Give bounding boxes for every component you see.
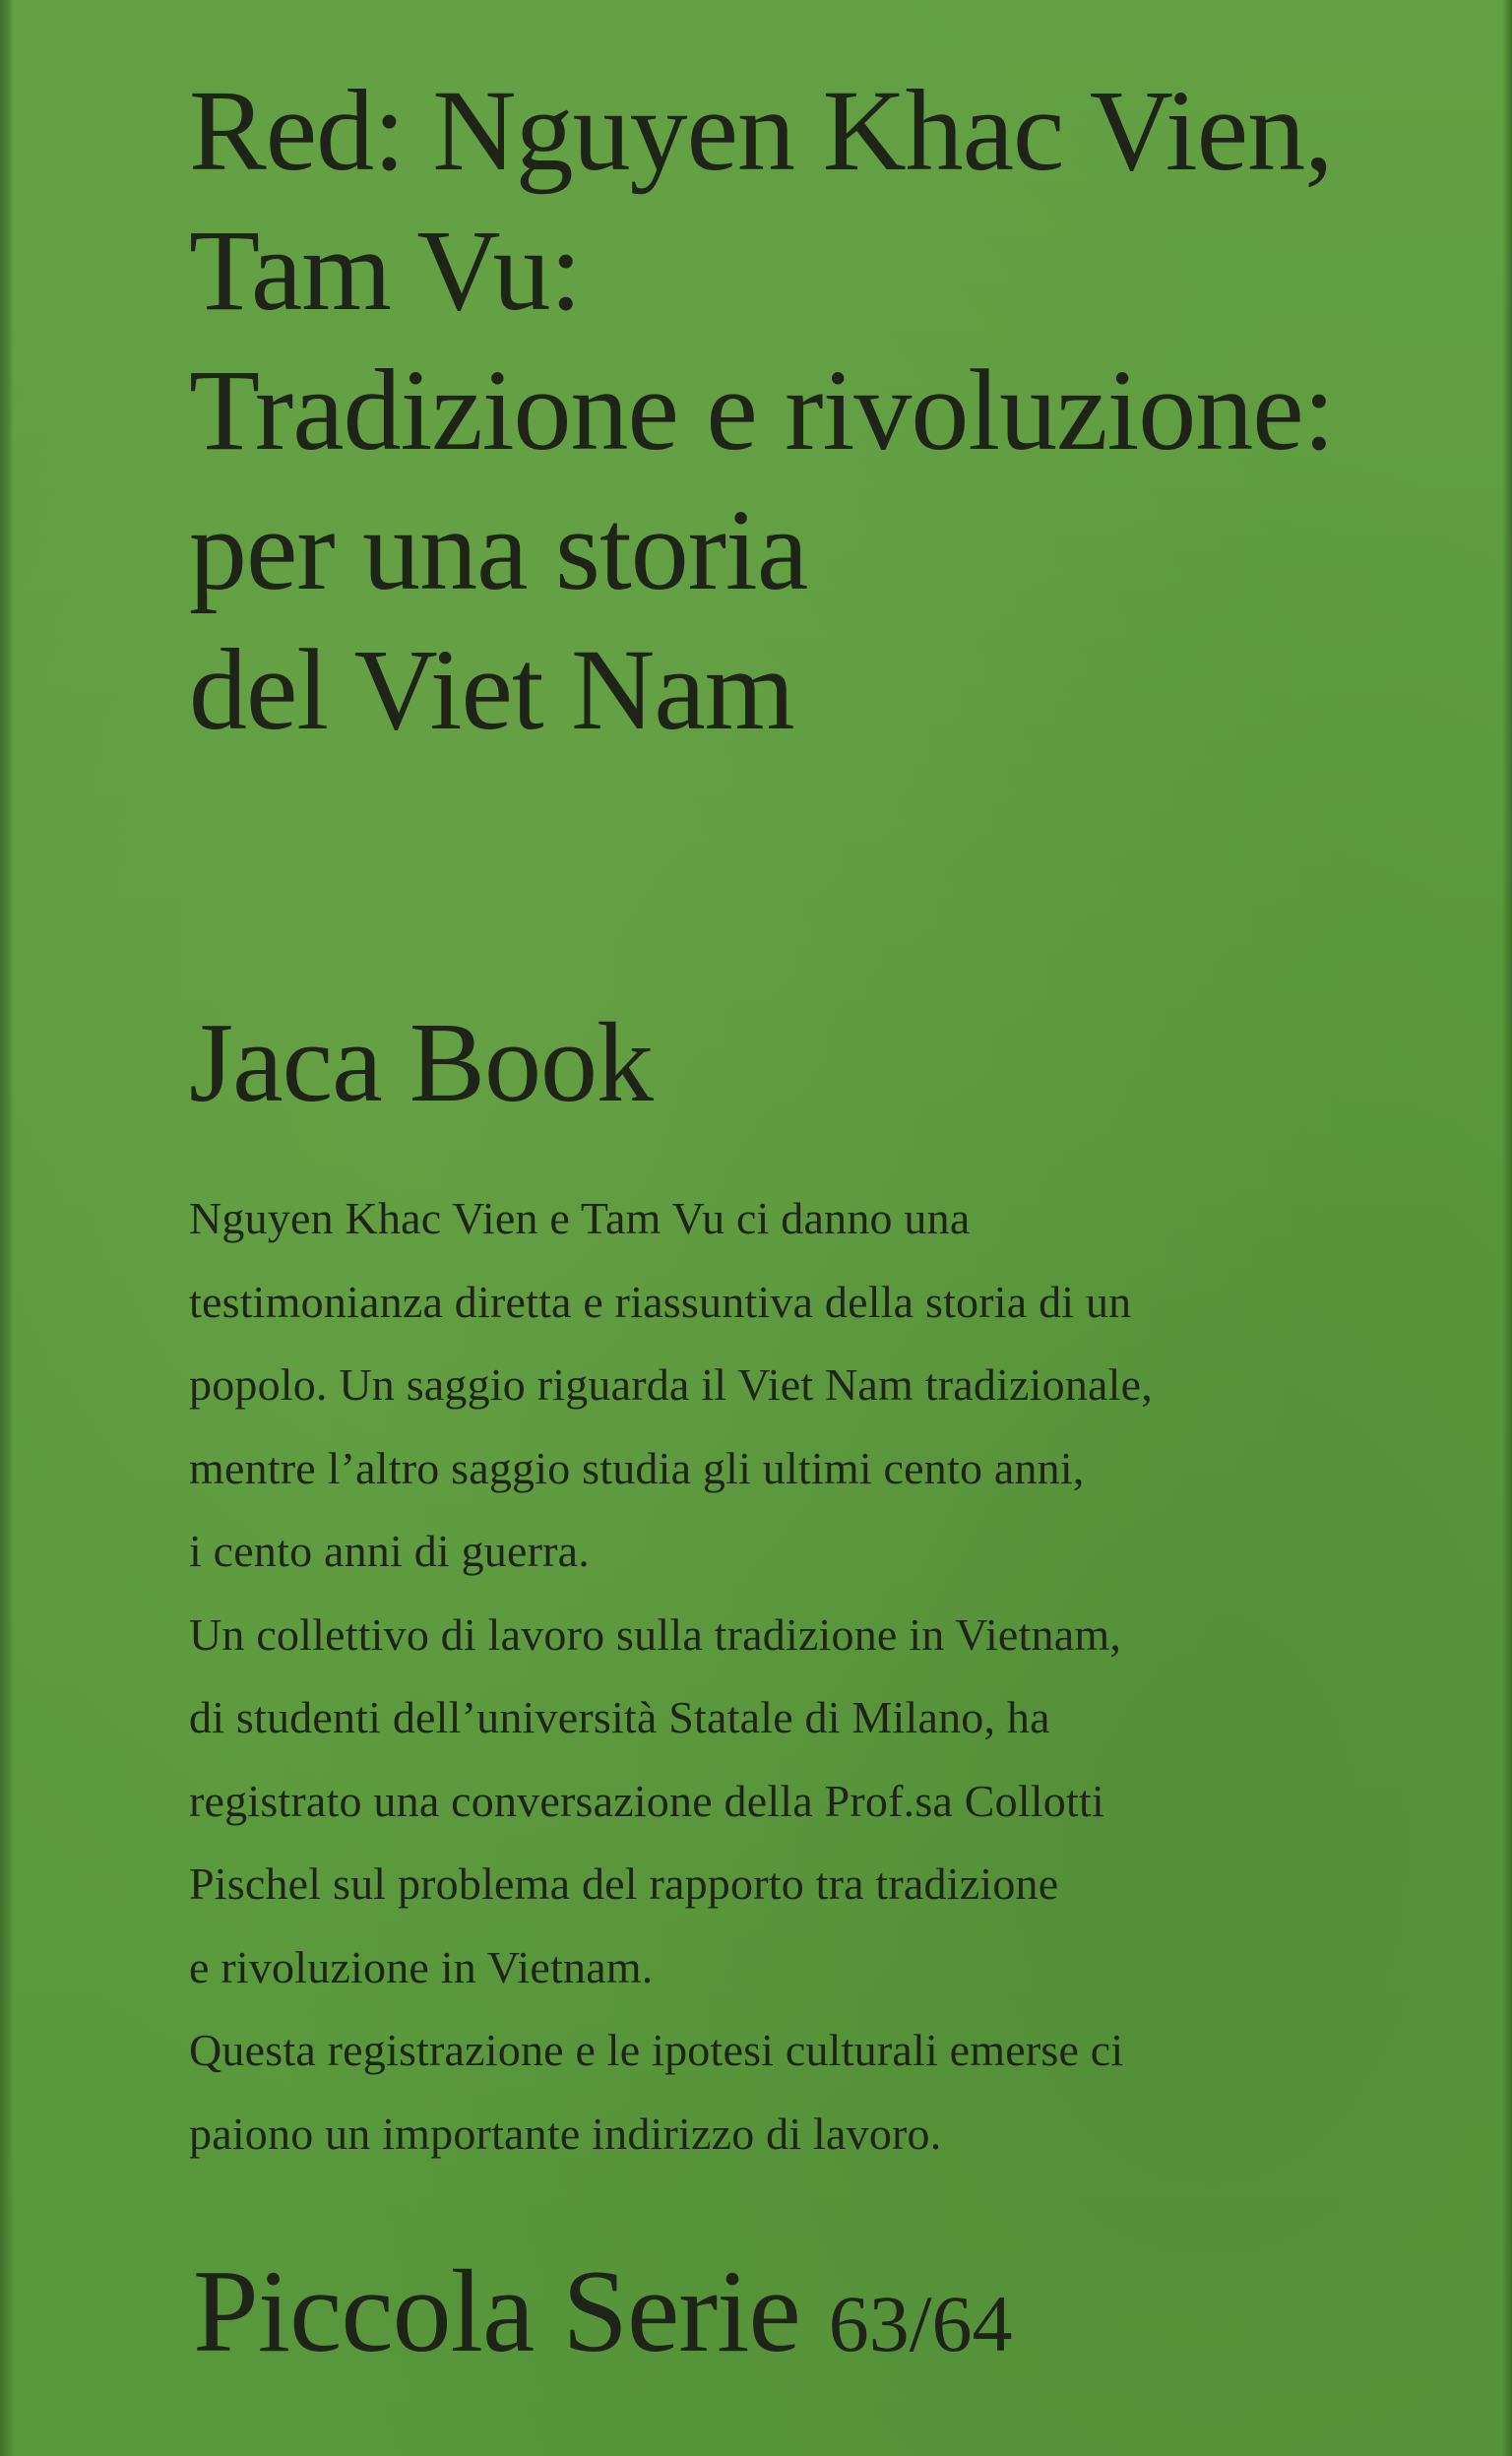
book-title bbox=[189, 61, 1469, 760]
blurb bbox=[189, 1177, 1351, 2175]
publisher-name: Jaca Book bbox=[189, 1000, 653, 1126]
blurb-line: Nguyen Khac Vien e Tam Vu ci danno una bbox=[189, 1193, 971, 1243]
cover-right-edge bbox=[1502, 0, 1512, 2456]
blurb-line: i cento anni di guerra. bbox=[189, 1526, 590, 1576]
series-label bbox=[193, 2242, 1013, 2393]
blurb-line: e rivoluzione in Vietnam. bbox=[189, 1941, 654, 1992]
blurb-line: Questa registrazione e le ipotesi culturali emerse ci bbox=[189, 2025, 1124, 2075]
series-name: Piccola Serie bbox=[193, 2245, 800, 2376]
title-line-main: Tradizione e rivoluzione: bbox=[189, 346, 1335, 474]
blurb-line: popolo. Un saggio riguarda il Viet Nam tradizionale, bbox=[189, 1359, 1153, 1410]
blurb-line: Pischel sul problema del rapporto tra tradizione bbox=[189, 1858, 1059, 1909]
title-line-subtitle-1: per una storia bbox=[189, 485, 808, 614]
title-line-subtitle-2: del Viet Nam bbox=[189, 625, 794, 754]
title-line-author: Tam Vu: bbox=[189, 206, 582, 335]
series-number: 63/64 bbox=[828, 2279, 1013, 2368]
blurb-line: testimonianza diretta e riassuntiva della storia di un bbox=[189, 1276, 1132, 1327]
blurb-line: paiono un importante indirizzo di lavoro. bbox=[189, 2108, 942, 2159]
blurb-line: registrato una conversazione della Prof.sa Collotti bbox=[189, 1775, 1104, 1826]
title-line-editors: Red: Nguyen Khac Vien, bbox=[189, 66, 1333, 195]
cover-left-edge bbox=[0, 0, 14, 2456]
blurb-line: Un collettivo di lavoro sulla tradizione in Vietnam, bbox=[189, 1608, 1122, 1660]
blurb-line: di studenti dell’università Statale di Milano, ha bbox=[189, 1692, 1050, 1742]
blurb-line: mentre l’altro saggio studia gli ultimi cento anni, bbox=[189, 1442, 1085, 1493]
